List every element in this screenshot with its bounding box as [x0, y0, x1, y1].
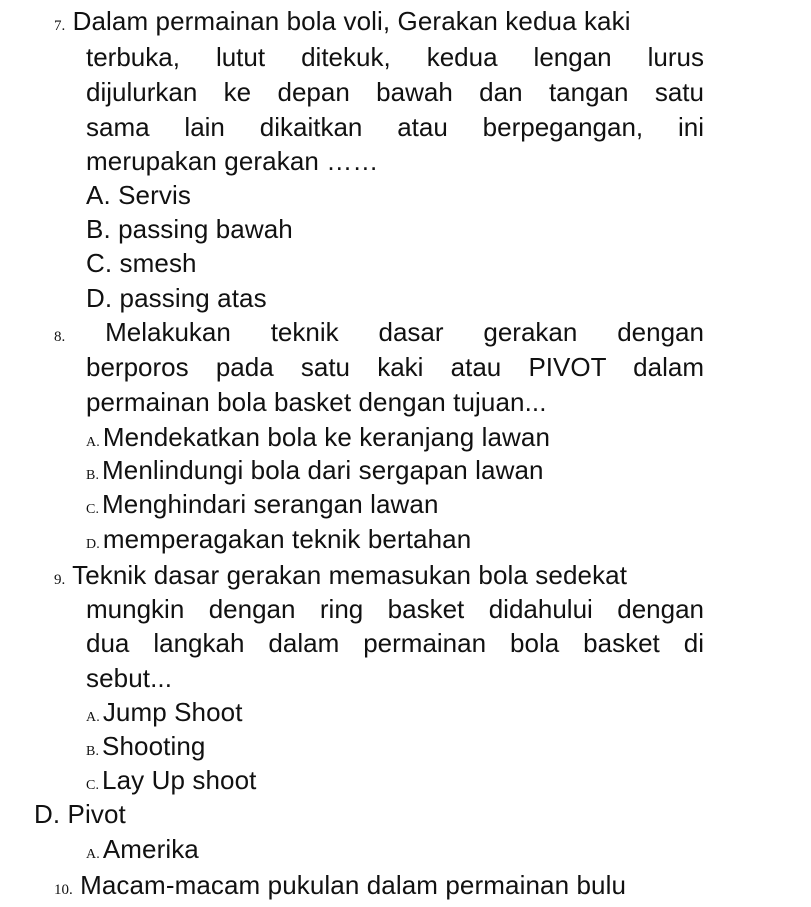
option-d: D. Pivot: [34, 799, 126, 829]
question-line: merupakan gerakan ……: [86, 146, 379, 176]
option-letter: B.: [86, 468, 100, 483]
option-d: D. passing atas: [86, 283, 267, 313]
question-line: dijulurkan ke depan bawah dan tangan satu: [86, 77, 704, 107]
question-7: [54, 4, 631, 43]
question-line: Teknik dasar gerakan memasukan bola sedekat: [72, 560, 628, 590]
question-number: 8.: [54, 329, 66, 345]
question-line: sama lain dikaitkan atau berpegangan, ini: [86, 112, 704, 142]
question-line: terbuka, lutut ditekuk, kedua lengan lurus: [86, 42, 704, 72]
option-text: Jump Shoot: [102, 697, 243, 727]
option-c: [86, 487, 439, 527]
question-line: berporos pada satu kaki atau PIVOT dalam: [86, 352, 704, 382]
question-8: [54, 315, 704, 354]
option-letter: A.: [86, 435, 100, 450]
option-text: Menghindari serangan lawan: [102, 489, 439, 519]
question-10: [54, 868, 626, 907]
question-word: dengan: [617, 317, 704, 347]
option-text: memperagakan teknik bertahan: [102, 524, 472, 554]
question-line: dua langkah dalam permainan bola basket di: [86, 628, 704, 658]
question-word: dasar: [378, 317, 444, 347]
option-letter: D.: [86, 537, 100, 552]
option-b: B. passing bawah: [86, 214, 293, 244]
question-word: gerakan: [483, 317, 578, 347]
option-extra: [86, 832, 199, 872]
option-text: Shooting: [102, 731, 206, 761]
option-letter: C.: [86, 502, 100, 517]
question-number: 10.: [54, 882, 73, 898]
question-number: 7.: [54, 18, 66, 34]
question-line: mungkin dengan ring basket didahului dengan: [86, 594, 704, 624]
option-c: C. smesh: [86, 248, 197, 278]
option-letter: C.: [86, 778, 100, 793]
question-word: Melakukan: [105, 317, 231, 347]
question-line: permainan bola basket dengan tujuan...: [86, 387, 547, 417]
option-text: Menlindungi bola dari sergapan lawan: [102, 455, 544, 485]
question-number: 9.: [54, 572, 66, 588]
option-d: [86, 522, 471, 562]
option-letter: A.: [86, 847, 100, 862]
question-line: Dalam permainan bola voli, Gerakan kedua kaki: [72, 6, 631, 36]
option-text: Lay Up shoot: [102, 765, 257, 795]
option-letter: B.: [86, 744, 100, 759]
option-a: A. Servis: [86, 180, 191, 210]
option-text: Amerika: [102, 834, 199, 864]
option-letter: A.: [86, 710, 100, 725]
question-line: sebut...: [86, 663, 173, 693]
question-word: teknik: [270, 317, 339, 347]
option-text: Mendekatkan bola ke keranjang lawan: [102, 422, 551, 452]
question-line: Macam-macam pukulan dalam permainan bulu: [80, 870, 627, 900]
